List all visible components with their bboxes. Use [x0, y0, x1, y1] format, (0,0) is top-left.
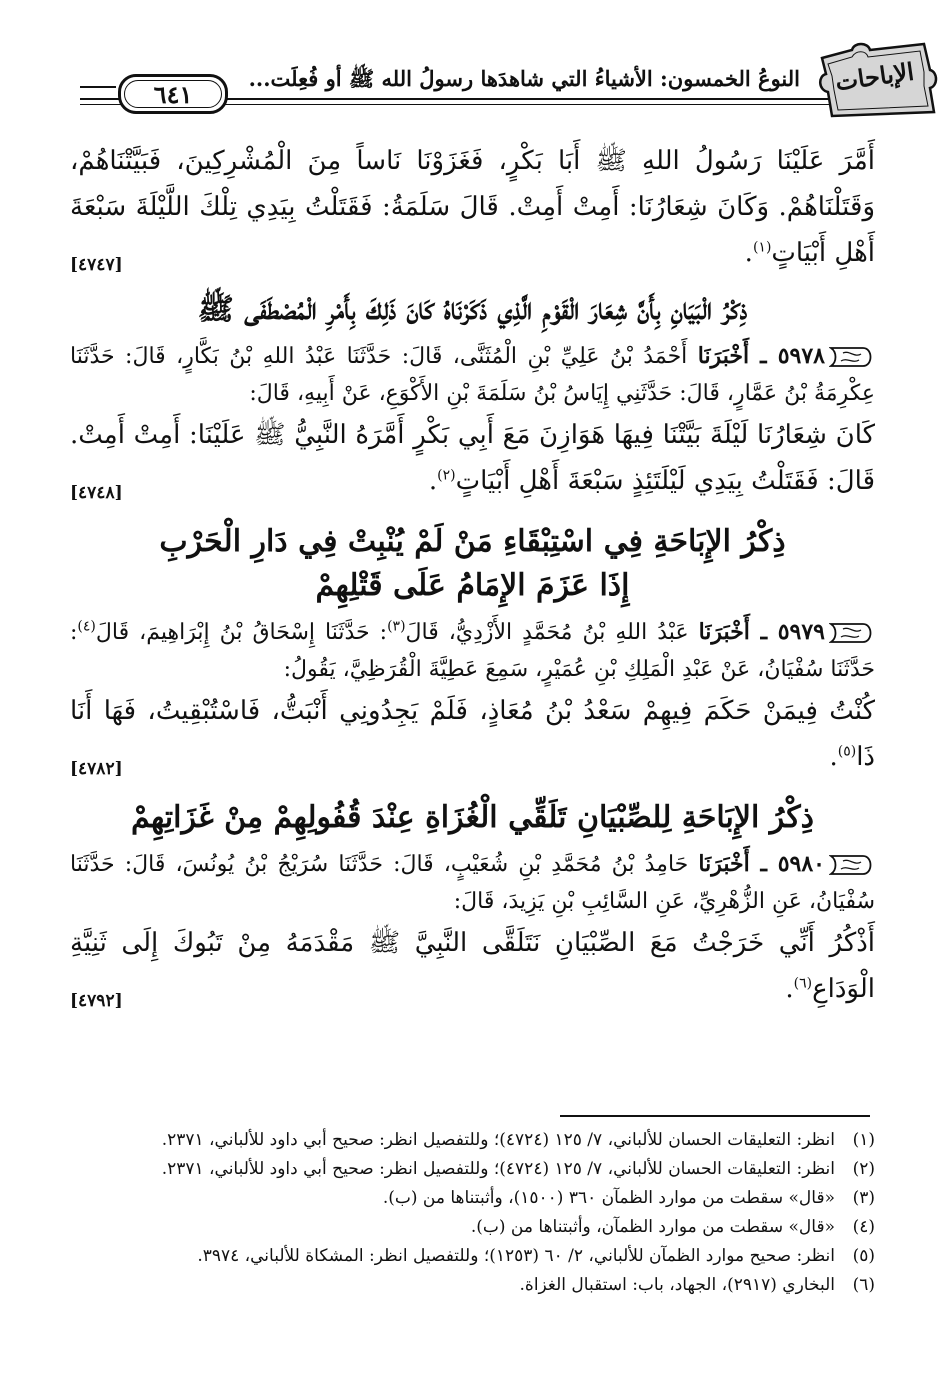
- footnote: [70, 1271, 875, 1300]
- hadith-marker-icon: [829, 852, 875, 878]
- chapter-heading: ذِكْرُ الْبَيَانِ بِأَنَّ شِعَارَ الْقَوْمِ الَّذِي ذَكَرْنَاهُ كَانَ ذَلِكَ بِأَمْرِ الْمُصْطَفَى ﷺ: [197, 292, 748, 327]
- footnote: [70, 1155, 875, 1184]
- footnote-separator: [560, 1115, 870, 1117]
- footnote-ref: (٦): [793, 975, 813, 992]
- hadith-number: ٥٩٨٠: [777, 851, 825, 877]
- footnote-ref: (٥): [837, 743, 857, 760]
- main-text: [70, 138, 875, 1024]
- narration-label: أَخْبَرَنَا: [697, 343, 750, 369]
- hadith-ref: [٤٧٩٢]: [70, 991, 123, 1011]
- hadith-ref: [٤٧٤٨]: [70, 483, 123, 503]
- isnad-text: عَبْدُ اللهِ بْنُ مُحَمَّدٍ الأَزْدِيُّ، قَالَ: [405, 620, 699, 645]
- footnote-text: انظر: التعليقات الحسان للألباني، ٧/ ١٢٥ (٤٧٢٤)؛ وللتفصيل انظر: صحيح أبي داود للألباني، ٢٣٧١.: [161, 1130, 835, 1150]
- matn-text: كُنْتُ فِيمَنْ حَكَمَ فِيهِمْ سَعْدُ بْنُ مُعَاذٍ، فَلَمْ يَجِدُونِي أَنْبَتُّ، فَاسْتُبْقِيتُ، فَهَا أَنَا ذَا: [70, 696, 875, 772]
- isnad-text: أَحْمَدُ بْنُ عَلِيِّ بْنِ الْمُثَنَّى، قَالَ: حَدَّثَنَا عَبْدُ اللهِ بْنُ بَكَّارٍ، قَالَ: حَدَّثَنَا عِكْرِمَةُ بْنُ عَمَّارٍ، قَالَ: حَدَّثَنِي إِيَاسُ بْنُ سَلَمَةَ بْنِ الأَكْوَعِ، عَنْ أَبِيهِ، قَالَ:: [70, 344, 875, 406]
- matn-text: أَمَّرَ عَلَيْنَا رَسُولُ اللهِ ﷺ أَبَا بَكْرٍ، فَغَزَوْنَا نَاساً مِنَ الْمُشْرِكِينَ، فَبَيَّتْنَاهُمْ، وَقَتَلْنَاهُمْ. وَكَانَ شِعَارُنَا: أَمِتْ أَمِتْ. قَالَ سَلَمَةُ: فَقَتَلْتُ بِيَدِي تِلْكَ اللَّيْلَةَ سَبْعَةَ أَهْلِ أَبْيَاتٍ: [70, 146, 875, 268]
- section-badge: [812, 40, 940, 118]
- footnote: [70, 1126, 875, 1155]
- chapter-heading: [70, 520, 875, 608]
- footnote-text: البخاري (٢٩١٧)، الجهاد، باب: استقبال الغزاة.: [519, 1275, 835, 1295]
- hadith-marker-icon: [829, 620, 875, 646]
- hadith-matn: كَانَ شِعَارُنَا لَيْلَةَ بَيَّتْنَا فِيهَا هَوَازِنَ مَعَ أَبِي بَكْرٍ أَمَّرَهُ النَّبِيُّ ﷺ عَلَيْنَا: أَمِتْ أَمِتْ. قَالَ: فَقَتَلْتُ بِيَدِي لَيْلَتَئِذٍ سَبْعَةَ أَهْلِ أَبْيَاتٍ$^{(٢)}$. [٤٧٤٨]: [70, 412, 875, 504]
- hadith-sep: ـ: [749, 851, 778, 877]
- hadith-marker-icon: [829, 344, 875, 370]
- footnote-number: (٤): [852, 1217, 875, 1237]
- hadith-number: ٥٩٧٨: [777, 343, 825, 369]
- hadith-number: ٥٩٧٩: [777, 619, 825, 645]
- footnote: [70, 1213, 875, 1242]
- hadith-sep: ـ: [749, 619, 778, 645]
- chapter-heading-line1: ذِكْرُ الإِبَاحَةِ فِي اسْتِبْقَاءِ مَنْ لَمْ يُنْبِتْ فِي دَارِ الْحَرْبِ: [159, 524, 786, 559]
- footnote-ref: (٣): [387, 618, 406, 635]
- hadith-continuation: أَمَّرَ عَلَيْنَا رَسُولُ اللهِ ﷺ أَبَا بَكْرٍ، فَغَزَوْنَا نَاساً مِنَ الْمُشْرِكِينَ، فَبَيَّتْنَاهُمْ، وَقَتَلْنَاهُمْ. وَكَانَ شِعَارُنَا: أَمِتْ أَمِتْ. قَالَ سَلَمَةُ: فَقَتَلْتُ بِيَدِي تِلْكَ اللَّيْلَةَ سَبْعَةَ أَهْلِ أَبْيَاتٍ$^{(١)}$. [٤٧٤٧]: [70, 138, 875, 276]
- footnote: [70, 1242, 875, 1271]
- footnote-ref: (١): [752, 239, 772, 256]
- footnote-number: (٢): [852, 1159, 875, 1179]
- footnote-text: «قال» سقطت من موارد الظمآن، وأثبتناها من (ب).: [470, 1217, 835, 1237]
- footnote: [70, 1184, 875, 1213]
- footnote-number: (١): [852, 1130, 875, 1150]
- footnote-number: (٥): [852, 1246, 875, 1266]
- page-header: [80, 40, 940, 110]
- hadith-ref: [٤٧٤٧]: [70, 255, 123, 275]
- isnad-text: حَامِدُ بْنُ مُحَمَّدِ بْنِ شُعَيْبٍ، قَالَ: حَدَّثَنَا سُرَيْجُ بْنُ يُونُسَ، قَالَ: حَدَّثَنَا سُفْيَانُ، عَنِ الزُّهْرِيِّ، عَنِ السَّائِبِ بْنِ يَزِيدَ، قَالَ:: [70, 852, 875, 914]
- chapter-heading-line2: إِذَا عَزَمَ الإِمَامُ عَلَى قَتْلِهِمْ: [315, 568, 630, 603]
- running-title: النوعُ الخمسون: الأشياءُ التي شاهدَها رسولُ الله ﷺ أو فُعِلَت...: [248, 66, 800, 91]
- footnote-ref: (٢): [437, 467, 456, 484]
- hadith-isnad: [70, 614, 875, 688]
- hadith-isnad: [70, 338, 875, 412]
- narration-label: أَخْبَرَنَا: [698, 619, 750, 645]
- matn-text: كَانَ شِعَارُنَا لَيْلَةَ بَيَّتْنَا فِيهَا هَوَازِنَ مَعَ أَبِي بَكْرٍ أَمَّرَهُ النَّبِيُّ ﷺ عَلَيْنَا: أَمِتْ أَمِتْ. قَالَ: فَقَتَلْتُ بِيَدِي لَيْلَتَئِذٍ سَبْعَةَ أَهْلِ أَبْيَاتٍ: [70, 420, 875, 496]
- footnote-text: انظر: التعليقات الحسان للألباني، ٧/ ١٢٥ (٤٧٢٤)؛ وللتفصيل انظر: صحيح أبي داود للألباني، ٢٣٧١.: [161, 1159, 835, 1179]
- hadith-sep: ـ: [749, 343, 778, 369]
- footnotes: [70, 1126, 875, 1300]
- narration-label: أَخْبَرَنَا: [698, 851, 750, 877]
- hadith-isnad: [70, 846, 875, 920]
- page-number-text: ٦٤١: [153, 79, 193, 109]
- hadith-matn: كُنْتُ فِيمَنْ حَكَمَ فِيهِمْ سَعْدُ بْنُ مُعَاذٍ، فَلَمْ يَجِدُونِي أَنْبَتُّ، فَاسْتُبْقِيتُ، فَهَا أَنَا ذَا$^{(٥)}$. [٤٧٨٢]: [70, 688, 875, 780]
- matn-text: أَذْكُرُ أَنِّي خَرَجْتُ مَعَ الصِّبْيَانِ نَتَلَقَّى النَّبِيَّ ﷺ مَقْدَمَهُ مِنْ تَبُوكَ إِلَى ثَنِيَّةِ الْوَدَاعِ: [70, 928, 875, 1004]
- footnote-text: «قال» سقطت من موارد الظمآن ٣٦٠ (١٥٠٠)، وأثبتناها من (ب).: [382, 1188, 835, 1208]
- footnote-number: (٣): [852, 1188, 875, 1208]
- hadith-ref: [٤٧٨٢]: [70, 759, 123, 779]
- footnote-ref: (٤): [77, 618, 96, 635]
- isnad-text: : حَدَّثَنَا سُفْيَانُ، عَنْ عَبْدِ الْمَلِكِ بْنِ عُمَيْرٍ، سَمِعَ عَطِيَّةَ الْقُرَظِيَّ، يَقُولُ:: [70, 620, 875, 682]
- badge-label: الإباحات: [833, 56, 916, 97]
- footnote-number: (٦): [852, 1275, 875, 1295]
- footnote-text: انظر: صحيح موارد الظمآن للألباني، ٢/ ٦٠ (١٢٥٣)؛ وللتفصيل انظر: المشكاة للألباني، ٣٩٧٤.: [197, 1246, 835, 1266]
- isnad-text: : حَدَّثَنَا إِسْحَاقُ بْنُ إِبْرَاهِيمَ، قَالَ: [95, 620, 388, 645]
- hadith-matn: أَذْكُرُ أَنِّي خَرَجْتُ مَعَ الصِّبْيَانِ نَتَلَقَّى النَّبِيَّ ﷺ مَقْدَمَهُ مِنْ تَبُوكَ إِلَى ثَنِيَّةِ الْوَدَاعِ$^{(٦)}$. [٤٧٩٢]: [70, 920, 875, 1012]
- chapter-heading: ذِكْرُ الإِبَاحَةِ لِلصِّبْيَانِ تَلَقِّي الْغُزَاةِ عِنْدَ قُفُولِهِمْ مِنْ غَزَاتِهِمْ: [131, 800, 814, 835]
